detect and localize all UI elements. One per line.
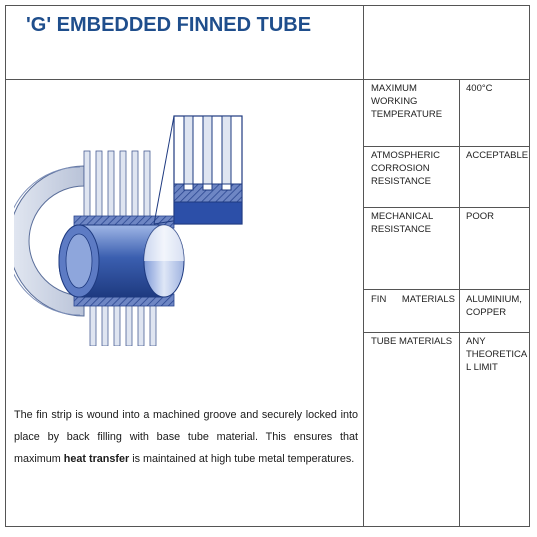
property-label-tube-materials: TUBE MATERIALS [371, 336, 453, 347]
page-title: 'G' EMBEDDED FINNED TUBE [26, 14, 312, 36]
row-divider [363, 332, 529, 333]
property-label-mechanical: MECHANICAL RESISTANCE [371, 211, 433, 235]
embedded-finned-tube-illustration [14, 106, 354, 346]
fin-label-word: MATERIALS [401, 294, 455, 305]
row-divider [363, 207, 529, 208]
description-text: The fin strip is wound into a machined groove and securely locked into place by back filling with base tube material. This ensures that maximum [14, 409, 358, 465]
property-label-corrosion: ATMOSPHERIC CORROSION RESISTANCE [371, 150, 440, 187]
row-divider [363, 289, 529, 290]
detail-callout [174, 116, 242, 224]
description-paragraph [14, 404, 358, 470]
property-value-tube-materials: ANY THEORETICA L LIMIT [466, 336, 527, 373]
property-label-fin-materials [371, 293, 455, 306]
description-emphasis: heat transfer [63, 453, 130, 465]
property-value-mechanical: POOR [466, 211, 494, 222]
row-divider [363, 146, 529, 147]
property-label-max-temp: MAXIMUM WORKING TEMPERATURE [371, 83, 443, 120]
row-divider [6, 79, 529, 80]
property-value-max-temp: 400°C [466, 83, 493, 94]
description-text: is maintained at high tube metal temperatures. [129, 453, 355, 465]
spec-sheet [5, 5, 530, 527]
fin-label-word: FIN [371, 294, 387, 305]
column-divider [363, 6, 364, 526]
property-value-corrosion: ACCEPTABLE [466, 150, 529, 161]
property-value-fin-materials: ALUMINIUM, COPPER [466, 294, 522, 318]
